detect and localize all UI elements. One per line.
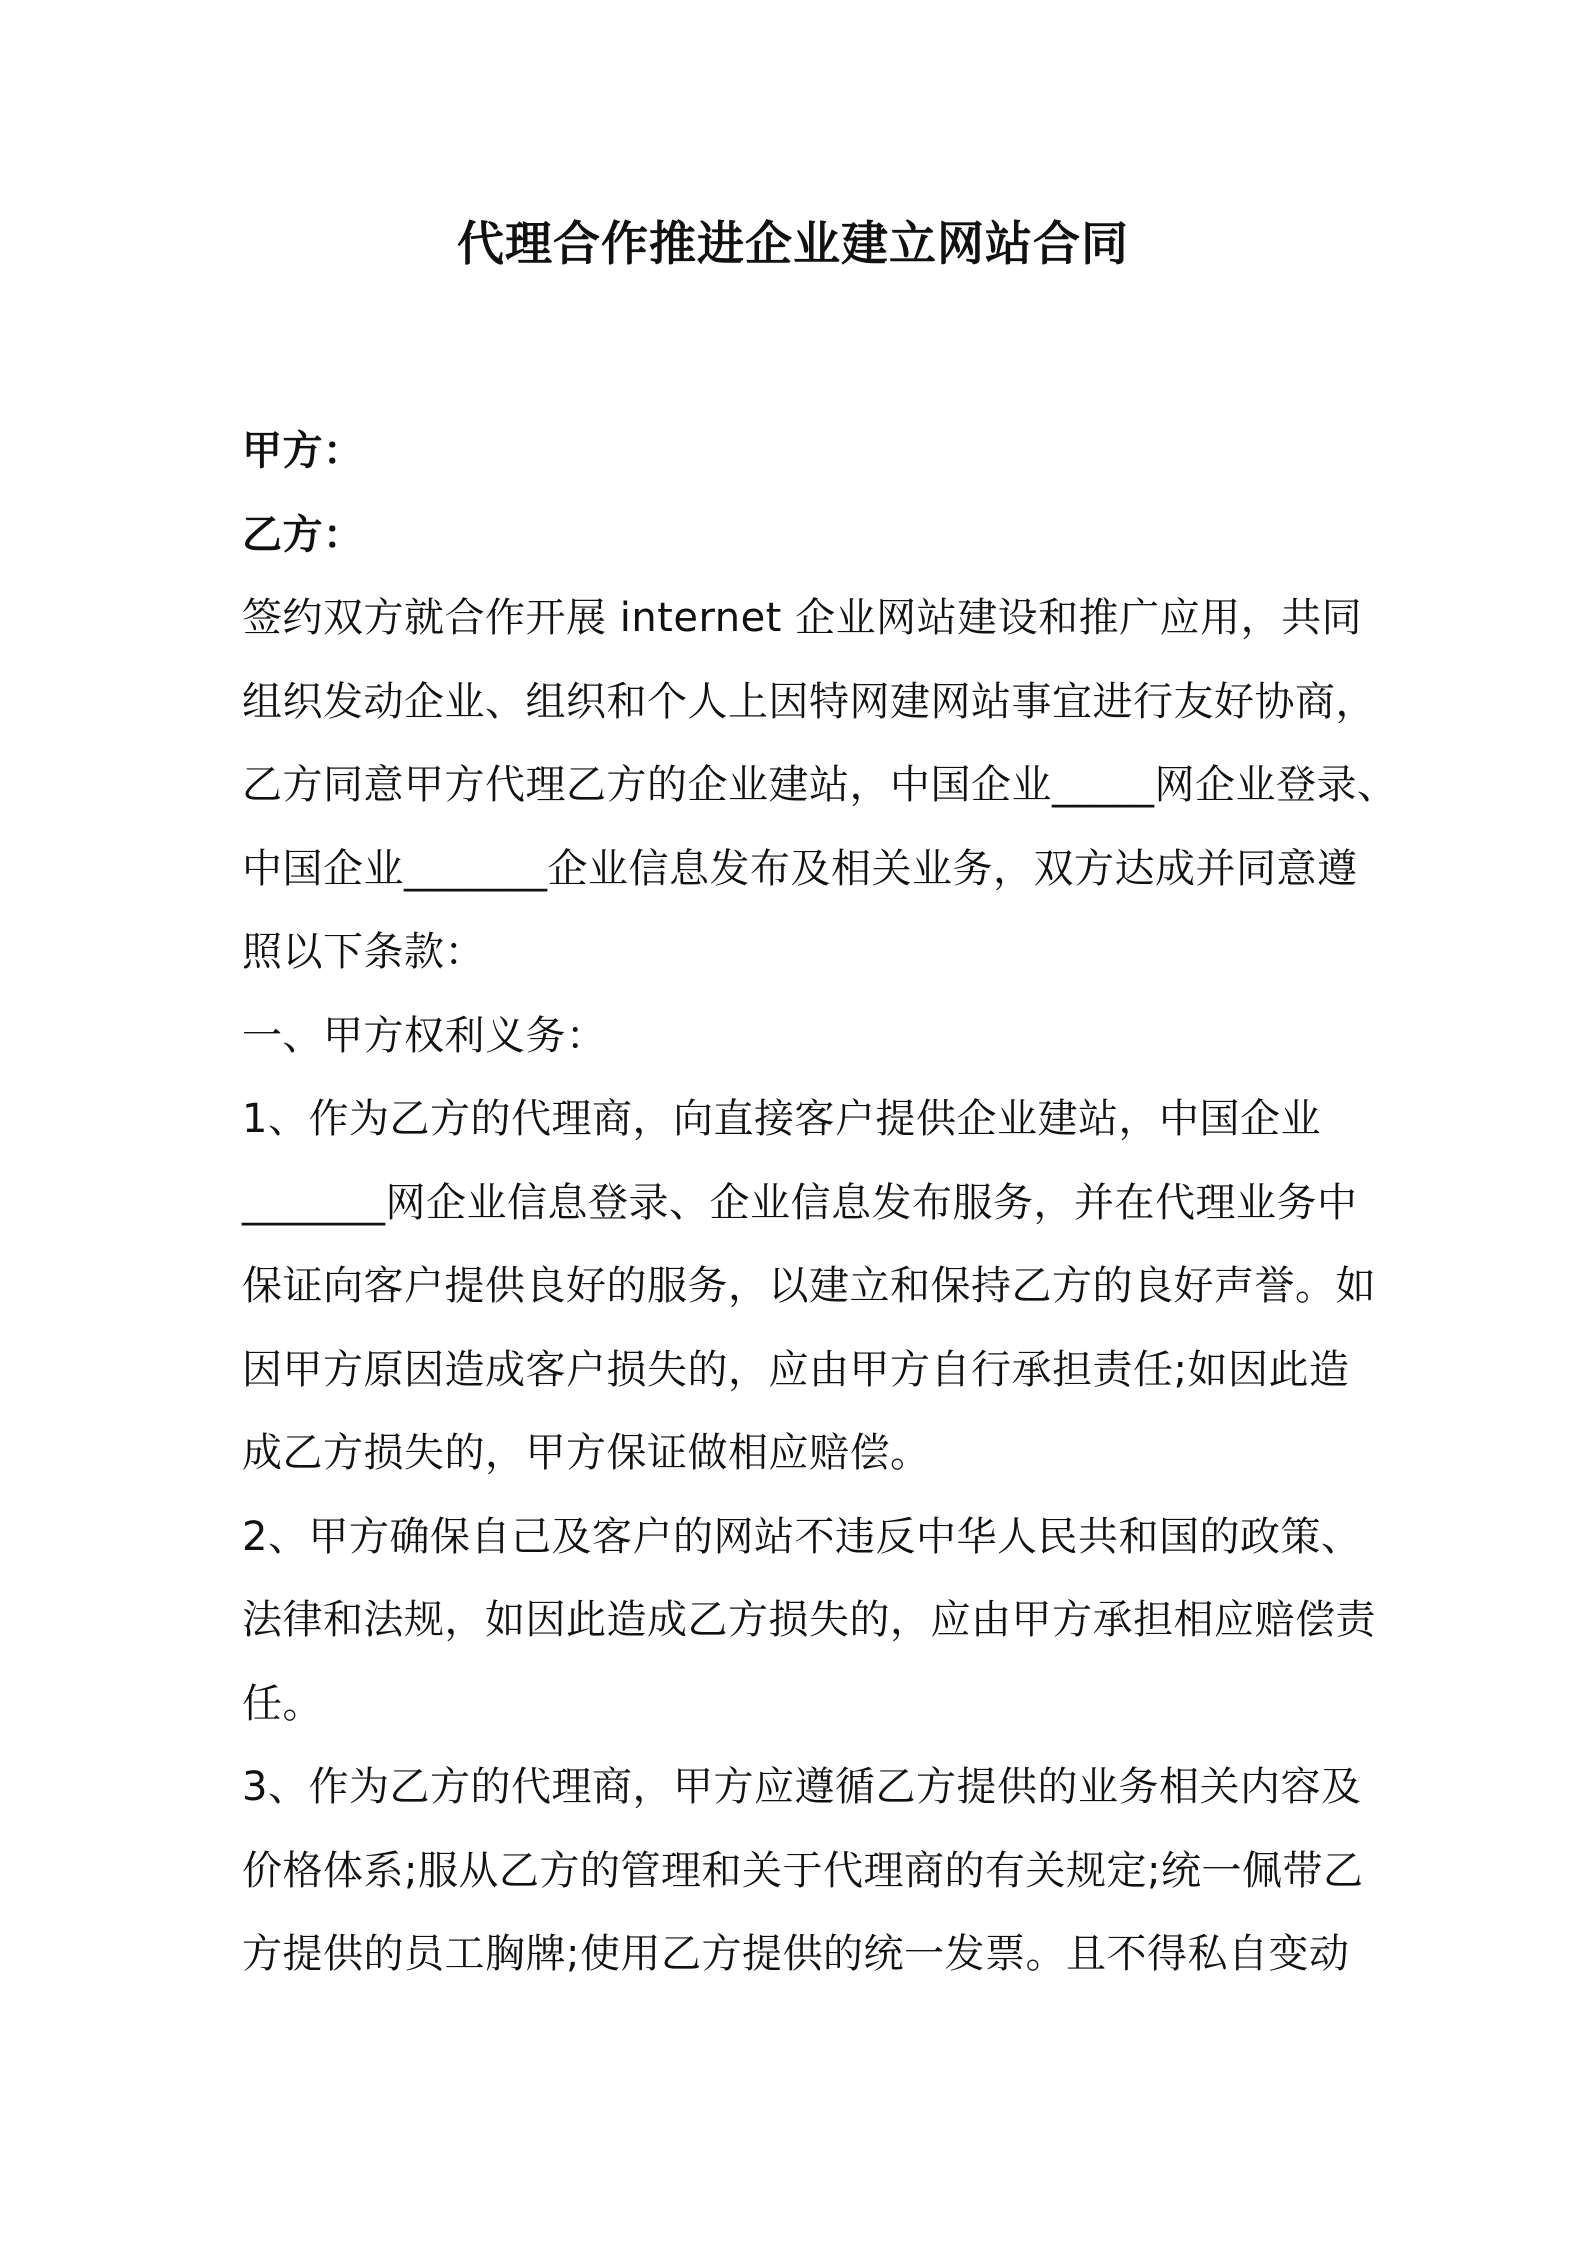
clause-line: 任。	[242, 1680, 323, 1727]
body-line: 照以下条款：	[242, 929, 485, 975]
body-line: 中国企业_______企业信息发布及相关业务，双方达成并同意遵	[242, 845, 1358, 892]
body-line: 乙方同意甲方代理乙方的企业建站，中国企业_____网企业登录、	[242, 762, 1398, 808]
document-body	[242, 410, 1398, 1997]
clause-line: 保证向客户提供良好的服务，以建立和保持乙方的良好声誉。如	[242, 1263, 1376, 1309]
document-title: 代理合作推进企业建立网站合同	[457, 217, 1129, 272]
party-b-label: 乙方：	[242, 511, 364, 558]
clause-line: 2、甲方确保自己及客户的网站不违反中华人民共和国的政策、	[242, 1513, 1362, 1560]
clause-line: 法律和法规，如因此造成乙方损失的，应由甲方承担相应赔偿责	[242, 1597, 1376, 1643]
clause-line: 价格体系;服从乙方的管理和关于代理商的有关规定;统一佩带乙	[242, 1847, 1364, 1894]
clause-line: 成乙方损失的，甲方保证做相应赔偿。	[242, 1430, 931, 1476]
party-a-label: 甲方：	[242, 428, 364, 474]
clause-line: 因甲方原因造成客户损失的，应由甲方自行承担责任;如因此造	[242, 1346, 1350, 1393]
clause-line: 3、作为乙方的代理商，甲方应遵循乙方提供的业务相关内容及	[242, 1764, 1362, 1810]
clause-line: 1、作为乙方的代理商，向直接客户提供企业建站，中国企业	[242, 1096, 1321, 1142]
clause-line: 方提供的员工胸牌;使用乙方提供的统一发票。且不得私自变动	[242, 1931, 1350, 1977]
clause-line: _______网企业信息登录、企业信息发布服务，并在代理业务中	[242, 1179, 1358, 1226]
body-line: 组织发动企业、组织和个人上因特网建网站事宜进行友好协商，	[242, 678, 1376, 725]
body-line: 签约双方就合作开展 internet 企业网站建设和推广应用，共同	[242, 595, 1363, 641]
section-heading: 一、甲方权利义务：	[242, 1012, 607, 1059]
